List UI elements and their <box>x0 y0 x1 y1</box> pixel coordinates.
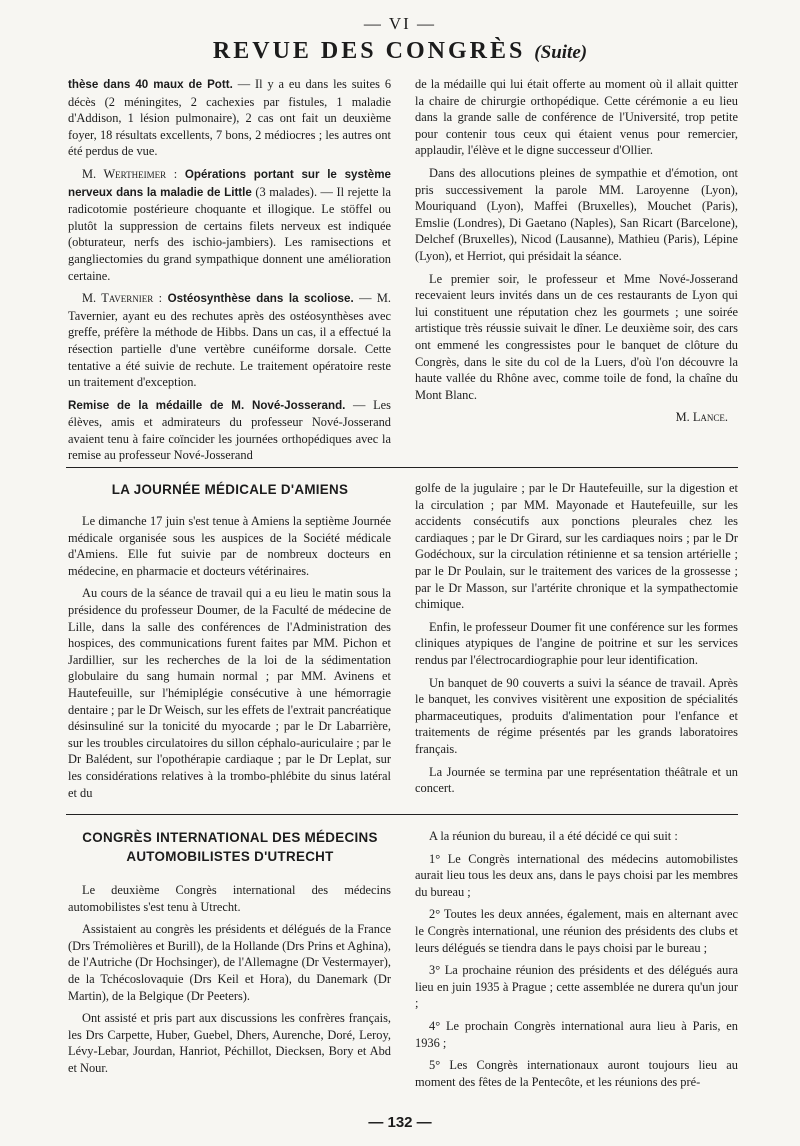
paragraph: Au cours de la séance de travail qui a eu lieu le matin sous la présidence du professeur Doumer, de la Faculté de médecine de Lille, dans la salle des conférences de l'Administration des hospices, des communications furent faites par MM. Pichon et Jardillier, sur les recherches de la loi de la sédimentation globulaire du sang humain normal ; par MM. Avinens et Hautefeuille, sur l'hémiplégie consécutive à une hémorragie dentaire ; par le Dr Weisch, sur les effets de l'extrait pancréatique désinsuliné sur la tonicité du myocarde ; par le Dr Labarrière, sur les troubles circulatoires du sillon céphalo-auriculaire ; par le Dr Balédent, sur l'opothérapie cardiaque ; par le Dr Leplat, sur les considérations relatives à la trombo-phlébite du sinus latéral et du <box>68 586 391 800</box>
paragraph: 3° La prochaine réunion des présidents et des délégués aura lieu en juin 1935 à Prague ; cette assemblée ne durera qu'un jour ; <box>415 963 738 1011</box>
paragraph: Le deuxième Congrès international des médecins automobilistes s'est tenu à Utrecht. <box>68 883 391 914</box>
section-title: LA JOURNÉE MÉDICALE D'AMIENS <box>111 482 349 497</box>
paragraph: Dans des allocutions pleines de sympathie et d'émotion, ont pris successivement la parole MM. Laroyenne (Lyon), Mouriquand (Lyon), Maffei (Bruxelles), Mouchet (Paris), Emslie (Londres), Di Gaetano (Naples), San Ricart (Barcelone), Delchef (Bruxelles), Nicod (Lausanne), Mathieu (Paris), Lépine (Lyon), et Herriot, qui présidait la séance. <box>415 165 738 263</box>
paragraph: golfe de la jugulaire ; par le Dr Hautefeuille, sur la digestion et la circulation ; par MM. Mayonade et Hautefeuille, sur les accidents consécutifs aux ponctions pleurales chez les cardiaques ; par le Dr Girard, sur les cardiaques noirs ; par le Dr Godéchoux, sur la circulation rétinienne et sa tension artérielle ; par le Dr Poulain, sur le traitement des varices de la grossesse ; par le Dr Masson, sur l'artérite chronique et la sympathectomie chimique. <box>415 481 738 612</box>
paragraph: Assistaient au congrès les présidents et délégués de la France (Drs Trémolières et Burill), de la Hollande (Drs Prins et Aghina), de l'Autriche (Dr Hochsinger), de l'Allemagne (Dr Vestermayer), de la Tchécoslovaquie (Drs Keil et Hora), du Danemark (Dr Martin), de la Belgique (Dr Peeters). <box>68 922 391 1003</box>
paragraph: Remise de la médaille de M. Nové-Josserand. — Les élèves, amis et admirateurs du professeur Nové-Josserand avaient tenu à faire coïncider les journées orthopédiques avec la remise au professeur Nové-Josserand <box>68 397 391 463</box>
paragraph: Ont assisté et pris part aux discussions les confrères français, les Drs Carpette, Huber, Guebel, Dhers, Aurenche, Doré, Leroy, Lévy-Lebar, Jourdan, Hanriot, Péchillot, Diecksen, Bory et Abd et Nour. <box>68 1011 391 1075</box>
running-head-suffix: (Suite) <box>534 42 588 63</box>
paragraph: Enfin, le professeur Doumer fit une conférence sur les formes cliniques atypiques de l'angine de poitrine et sur les services rendus par l'électrocardiographie pour leur identification. <box>415 619 738 667</box>
page-number: — 132 — <box>368 1114 432 1131</box>
paragraph: Le premier soir, le professeur et Mme Nové-Josserand recevaient leurs invités dans un de ces restaurants de Lyon qui lui constituent une réputation chez les gourmets ; une soirée artistique très réussie suivait le dîner. Le deuxième soir, des cars ont emmené les congressistes pour le banquet de clôture du Congrès, dans le site du col de la Luers, d'où l'on découvre la haute vallée du Rhône avec, comme toile de fond, la chaîne du Mont Blanc. <box>415 271 738 402</box>
paragraph: A la réunion du bureau, il a été décidé ce qui suit : <box>429 829 678 843</box>
signature: M. Lance. <box>675 410 728 425</box>
top-right-column <box>415 76 738 426</box>
paragraph: La Journée se termina par une représentation théâtrale et un concert. <box>415 764 738 796</box>
paragraph: 2° Toutes les deux années, également, mais en alternant avec le Congrès international, une réunion des présidents des clubs et leurs délégués se tiendra dans le pays choisi par le bureau ; <box>415 907 738 955</box>
amiens-left-column <box>68 513 391 807</box>
utrecht-right-column <box>415 828 738 1096</box>
top-left-column <box>68 76 391 470</box>
paragraph: M. Wertheimer : Opérations portant sur le système nerveux dans la maladie de Little (3 malades). — Il rejette la radicotomie postérieure choquante et illogique. Le stöffel ou plutôt la suppression de certains filets nerveux est indiquée (obturateur, nerfs des ischio-jambiers). Les ramisections et gangliectomies du grand sympathique donnent une amélioration certaine. <box>68 166 391 283</box>
paragraph: Le dimanche 17 juin s'est tenue à Amiens la septième Journée médicale organisée sous les auspices de la Société médicale d'Amiens. Elle fut suivie par de nombreux docteurs en médecine, en pharmacie et docteurs vétérinaires. <box>68 514 391 578</box>
paragraph: 4° Le prochain Congrès international aura lieu à Paris, en 1936 ; <box>415 1018 738 1050</box>
paragraph: Un banquet de 90 couverts a suivi la séance de travail. Après le banquet, les convives visitèrent une exposition de spécialités pharmaceutiques, produits d'alimentation pour l'enfance et traitements de régime présentés par les grands laboratoires français. <box>415 675 738 756</box>
running-head <box>0 38 800 65</box>
section-title <box>80 828 380 866</box>
paragraph: thèse dans 40 maux de Pott. — Il y a eu dans les suites 6 décès (2 méningites, 2 cachexies par fistules, 1 maladie d'Addison, 1 lésion pulmonaire), 2 cas ont fait un deuxième foyer, 18 résultats excellents, 7 bons, 2 médiocres ; les autres ont été perdus de vue. <box>68 77 392 159</box>
paragraph: 1° Le Congrès international des médecins automobilistes aurait lieu tous les deux ans, dans le pays choisi par les membres du bureau ; <box>415 851 738 899</box>
paragraph: 5° Les Congrès internationaux auront toujours lieu au moment des fêtes de la Pentecôte, et les réunions des pré- <box>415 1058 738 1089</box>
page-marker: — VI — <box>363 14 437 33</box>
paragraph: M. Tavernier : Ostéosynthèse dans la scoliose. — M. Tavernier, ayant eu des rechutes après des ostéosynthèses avec greffe, préfère la méthode de Hibbs. Dans un cas, il a effectué la résection partielle d'une vertèbre cunéiforme dorsale. Cette tentative a été suivie de rechute. Le traitement opératoire reste un traitement d'exception. <box>68 291 391 390</box>
section-title-line: AUTOMOBILISTES D'UTRECHT <box>126 849 334 864</box>
amiens-right-column <box>415 480 738 803</box>
utrecht-left-column <box>68 882 391 1083</box>
running-head-title: REVUE DES CONGRÈS <box>212 38 526 64</box>
section-title-line: CONGRÈS INTERNATIONAL DES MÉDECINS <box>82 830 378 845</box>
section-divider <box>66 467 738 468</box>
paragraph: de la médaille qui lui était offerte au moment où il allait quitter la chaire de chirurgie orthopédique. Cette cérémonie a eu lieu dans la grande salle de conférence de l'Université, trop petite pour contenir tous ceux qui étaient venus pour remercier, applaudir, l'élève et le digne successeur d'Ollier. <box>415 77 738 158</box>
section-divider <box>66 814 738 815</box>
